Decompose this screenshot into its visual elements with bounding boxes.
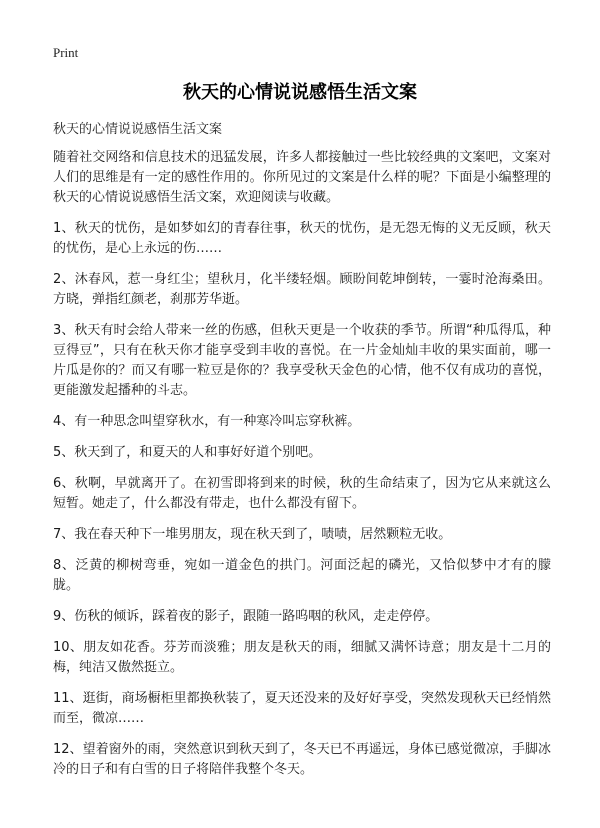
list-item: 5、秋天到了，和夏天的人和事好好道个别吧。: [53, 445, 322, 460]
list-item: 10、朋友如花香。芬芳而淡雅；朋友是秋天的雨，细腻又满怀诗意；朋友是十二月的梅，纯洁又傲然挺立。: [53, 640, 551, 675]
list-item: 6、秋啊，早就离开了。在初雪即将到来的时候，秋的生命结束了，因为它从来就这么短暂。她走了，什么都没有带走，也什么都没有留下。: [53, 476, 551, 511]
list-item: 1、秋天的忧伤，是如梦如幻的青春往事，秋天的忧伤，是无怨无悔的义无反顾，秋天的忧伤，是心上永远的伤……: [53, 221, 551, 256]
intro-paragraph: 随着社交网络和信息技术的迅猛发展，许多人都接触过一些比较经典的文案吧，文案对人们的思维是有一定的感性作用的。你所见过的文案是什么样的呢？下面是小编整理的秋天的心情说说感悟生活文案，欢迎阅读与收藏。: [53, 150, 551, 205]
list-item: 8、泛黄的柳树弯垂，宛如一道金色的拱门。河面泛起的磷光，又恰似梦中才有的朦胧。: [53, 558, 551, 593]
document-title: 秋天的心情说说感悟生活文案: [183, 82, 417, 103]
list-item: 7、我在春天种下一堆男朋友，现在秋天到了，啧啧，居然颗粒无收。: [53, 527, 452, 542]
list-item: 11、逛街，商场橱柜里都换秋装了，夏天还没来的及好好享受，突然发现秋天已经悄然而至，微凉……: [53, 691, 551, 726]
list-item: 2、沐春风，惹一身红尘；望秋月，化半缕轻烟。顾盼间乾坤倒转，一霎时沧海桑田。方晓，弹指红颜老，刹那芳华逝。: [53, 272, 551, 307]
print-link[interactable]: Print: [53, 45, 79, 60]
list-item: 12、望着窗外的雨，突然意识到秋天到了，冬天已不再遥远，身体已感觉微凉，手脚冰冷的日子和有白雪的日子将陪伴我整个冬天。: [53, 742, 551, 777]
article-body: [53, 148, 551, 791]
document-subtitle: 秋天的心情说说感悟生活文案: [53, 122, 223, 137]
list-item: 9、伤秋的倾诉，踩着夜的影子，跟随一路呜咽的秋风，走走停停。: [53, 609, 439, 624]
list-item: 4、有一种思念叫望穿秋水，有一种寒冷叫忘穿秋裤。: [53, 414, 361, 429]
list-item: 3、秋天有时会给人带来一丝的伤感，但秋天更是一个收获的季节。所谓“种瓜得瓜，种豆得豆”，只有在秋天你才能享受到丰收的喜悦。在一片金灿灿丰收的果实面前，哪一片瓜是你的？而又有哪一粒豆是你的？我享受秋天金色的心情，他不仅有成功的喜悦，更能激发起播种的斗志。: [53, 323, 551, 398]
